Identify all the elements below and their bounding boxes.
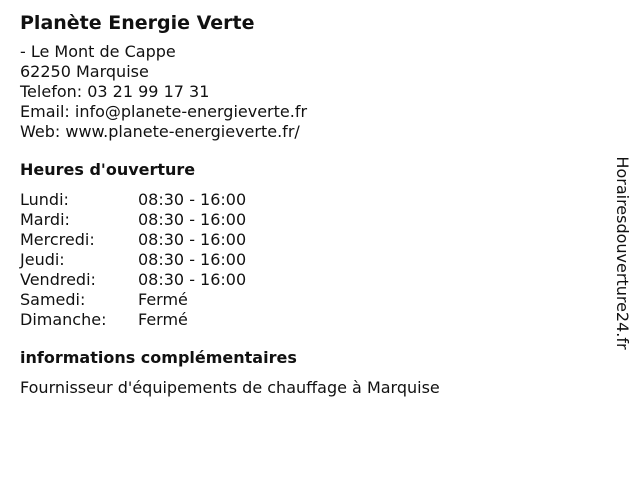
day-label: Jeudi: [20, 250, 65, 269]
hours-table [20, 190, 246, 330]
info-heading: informations complémentaires [20, 348, 297, 367]
day-hours: 08:30 - 16:00 [138, 250, 247, 269]
hours-row [20, 190, 246, 210]
day-label: Dimanche: [20, 310, 107, 329]
hours-row [20, 230, 246, 250]
address-line-1: - Le Mont de Cappe [20, 42, 176, 61]
day-hours: 08:30 - 16:00 [138, 210, 247, 229]
hours-row [20, 270, 246, 290]
watermark-text: Horairesdouverture24.fr [613, 156, 632, 350]
info-text: Fournisseur d'équipements de chauffage à Marquise [20, 378, 440, 397]
day-hours: Fermé [138, 310, 188, 329]
phone: Telefon: 03 21 99 17 31 [20, 82, 210, 101]
business-card [20, 10, 610, 398]
address-line-2: 62250 Marquise [20, 62, 149, 81]
hours-row [20, 290, 246, 310]
day-label: Samedi: [20, 290, 86, 309]
website: Web: www.planete-energieverte.fr/ [20, 122, 300, 141]
day-hours: 08:30 - 16:00 [138, 230, 247, 249]
hours-row [20, 250, 246, 270]
day-label: Mardi: [20, 210, 70, 229]
business-name: Planète Energie Verte [20, 12, 255, 34]
day-label: Vendredi: [20, 270, 96, 289]
hours-row [20, 210, 246, 230]
day-hours: 08:30 - 16:00 [138, 270, 247, 289]
hours-row [20, 310, 246, 330]
email: Email: info@planete-energieverte.fr [20, 102, 308, 121]
hours-heading: Heures d'ouverture [20, 160, 196, 179]
contact-block [20, 42, 610, 142]
day-label: Mercredi: [20, 230, 95, 249]
day-hours: Fermé [138, 290, 188, 309]
day-hours: 08:30 - 16:00 [138, 190, 247, 209]
day-label: Lundi: [20, 190, 69, 209]
